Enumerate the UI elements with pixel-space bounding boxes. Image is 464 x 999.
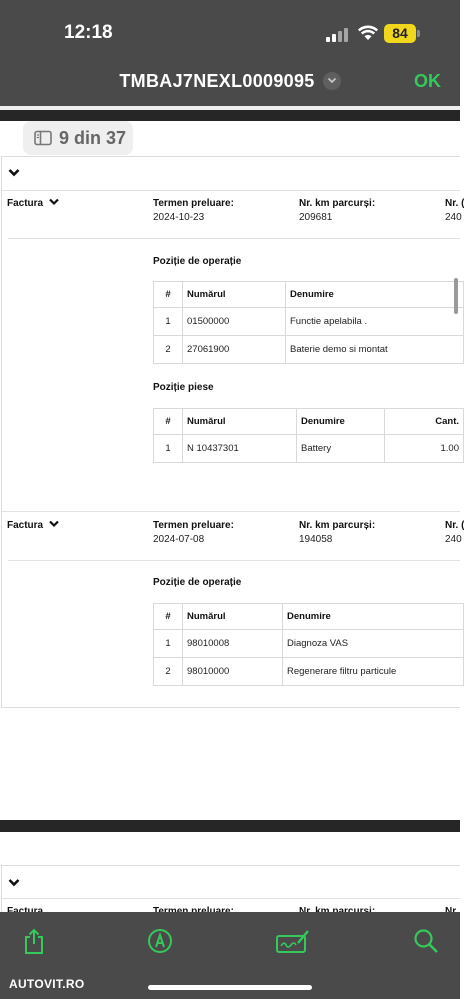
divider (8, 560, 460, 561)
invoice-label-text: Factura (7, 198, 44, 209)
mileage-label: Nr. km parcurși: (299, 520, 376, 531)
status-time: 12:18 (64, 22, 113, 43)
chevron-down-icon (49, 198, 59, 206)
mileage-value: 194058 (299, 534, 333, 545)
parts-heading: Poziție piese (153, 382, 214, 393)
battery-tip (417, 30, 420, 37)
table-cell: 2 (154, 658, 183, 686)
column-header: Numărul (183, 282, 286, 308)
operations-heading: Poziție de operație (153, 256, 242, 267)
table-cell: 1 (154, 435, 183, 463)
table-header-row (154, 282, 464, 308)
invoice-number-value: 240 (445, 212, 462, 223)
pickup-date-label: Termen preluare: (153, 520, 234, 531)
column-header: Numărul (183, 409, 297, 435)
page-separator (0, 820, 460, 832)
column-header: Numărul (183, 604, 283, 630)
table-row (154, 336, 464, 364)
table-cell: 98010000 (183, 658, 283, 686)
column-header: Denumire (286, 282, 464, 308)
chevron-down-icon[interactable] (8, 168, 20, 178)
table-cell: 1 (154, 308, 183, 336)
signature-icon[interactable] (276, 928, 310, 954)
operations-table (153, 603, 464, 686)
cellular-signal-icon (326, 28, 348, 42)
document-title[interactable] (0, 71, 460, 92)
table-cell: Functie apelabila . (286, 308, 464, 336)
invoice-label[interactable] (7, 520, 59, 531)
parts-table (153, 408, 464, 463)
column-header: Denumire (297, 409, 385, 435)
column-header: # (154, 282, 183, 308)
chevron-down-icon (49, 520, 59, 528)
table-cell: 27061900 (183, 336, 286, 364)
document-title-text: TMBAJ7NEXL0009095 (119, 71, 315, 91)
table-cell: Regenerare filtru particule (283, 658, 464, 686)
operations-table (153, 281, 464, 364)
battery-indicator: 84 (384, 24, 416, 43)
sidebar-icon (34, 130, 52, 146)
page-indicator[interactable] (23, 121, 133, 155)
chevron-down-icon[interactable] (8, 878, 20, 888)
table-row (154, 308, 464, 336)
table-cell: 01500000 (183, 308, 286, 336)
ok-button[interactable]: OK (414, 71, 441, 91)
mileage-label: Nr. km parcurși: (299, 198, 376, 209)
table-cell: 1 (154, 630, 183, 658)
column-header: # (154, 604, 183, 630)
table-cell: 98010008 (183, 630, 283, 658)
page-indicator-text: 9 din 37 (59, 128, 127, 148)
page-separator (0, 110, 460, 121)
invoice-number-value: 240 (445, 534, 462, 545)
divider (2, 511, 460, 512)
table-row (154, 630, 464, 658)
markup-icon[interactable] (147, 928, 173, 954)
invoice-label[interactable] (7, 198, 59, 209)
table-cell: Battery (297, 435, 385, 463)
chevron-down-icon[interactable] (323, 72, 341, 90)
pickup-date-value: 2024-07-08 (153, 534, 205, 545)
table-row (154, 658, 464, 686)
table-cell: 2 (154, 336, 183, 364)
table-header-row (154, 604, 464, 630)
invoice-number-label: Nr. ( (445, 520, 464, 531)
table-row (154, 435, 464, 463)
pickup-date-label: Termen preluare: (153, 198, 234, 209)
home-indicator[interactable] (148, 985, 312, 990)
divider (2, 190, 460, 191)
share-icon[interactable] (22, 928, 46, 956)
search-icon[interactable] (413, 928, 439, 954)
divider (8, 238, 460, 239)
table-cell: 1.00 (385, 435, 464, 463)
column-header: # (154, 409, 183, 435)
mileage-value: 209681 (299, 212, 333, 223)
pickup-date-value: 2024-10-23 (153, 212, 205, 223)
divider (2, 898, 460, 899)
wifi-icon (357, 24, 379, 42)
scrollbar-thumb[interactable] (454, 278, 458, 314)
table-cell: Diagnoza VAS (283, 630, 464, 658)
table-header-row (154, 409, 464, 435)
column-header: Denumire (283, 604, 464, 630)
table-cell: N 10437301 (183, 435, 297, 463)
table-cell: Baterie demo si montat (286, 336, 464, 364)
invoice-label-text: Factura (7, 520, 44, 531)
column-header: Cant. (385, 409, 464, 435)
invoice-number-label: Nr. ( (445, 198, 464, 209)
watermark-brand: AUTOVIT.RO (9, 977, 85, 991)
operations-heading: Poziție de operație (153, 577, 242, 588)
